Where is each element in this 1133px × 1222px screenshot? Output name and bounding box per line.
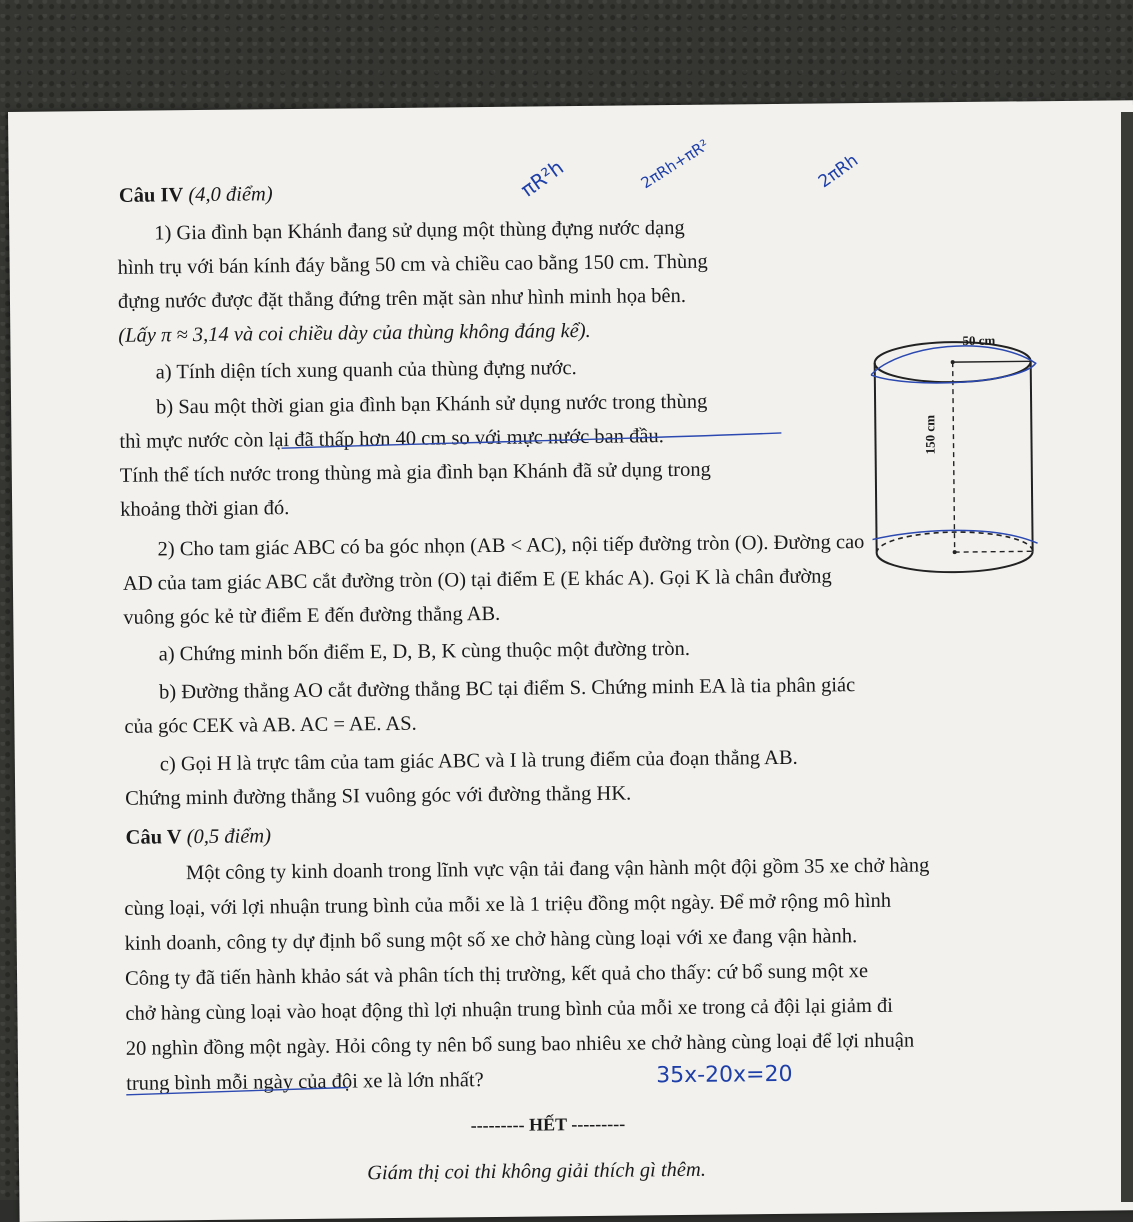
handwriting-note-3: 2πRh [814,150,863,193]
handwriting-answer: 35x-20x=20 [655,1061,793,1089]
s5-line-3: kinh doanh, công ty dự định bổ sung một số xe chở hàng cùng loại với xe đang vận hành. [124,925,858,955]
p1-line-4: (Lấy π ≈ 3,14 và coi chiều dày của thùng không đáng kể). [118,319,591,347]
p1b-line-3: Tính thể tích nước trong thùng mà gia đình bạn Khánh đã sử dụng trong [119,458,711,487]
p2-line-3: vuông góc kẻ từ điểm E đến đường thẳng AB. [123,602,501,629]
s5-line-5: chở hàng cùng loại vào hoạt động thì lợi nhuận trung bình của mỗi xe trong cả đội lại giảm đi [125,994,894,1025]
footer-note: Giám thị coi thi không giải thích gì thêm. [367,1158,707,1185]
p2c-line-1: c) Gọi H là trực tâm của tam giác ABC và I là trung điểm của đoạn thẳng AB. [159,746,798,776]
s5-line-1: Một công ty kinh doanh trong lĩnh vực vận tải đang vận hành một đội gồm 35 xe chở hàng [185,854,930,885]
p2-line-1: 2) Cho tam giác ABC có ba góc nhọn (AB < AC), nội tiếp đường tròn (O). Đường cao [157,531,865,561]
p2c-line-2: Chứng minh đường thẳng SI vuông góc với đường thẳng HK. [125,782,632,810]
p1b-line-2: thì mực nước còn lại đã thấp hơn 40 cm so với mực nước ban đầu. [119,425,664,453]
p2-part-a: a) Chứng minh bốn điểm E, D, B, K cùng thuộc một đường tròn. [158,637,691,666]
p1b-line-1: b) Sau một thời gian gia đình bạn Khánh sử dụng nước trong thùng [155,390,708,419]
section5-heading: Câu V [125,826,182,849]
pen-marks [8,100,1118,1111]
p1-line-3: đựng nước được đặt thẳng đứng trên mặt sàn như hình minh họa bên. [117,284,687,313]
height-label: 150 cm [922,414,938,455]
p1-line-2: hình trụ với bán kính đáy bằng 50 cm và chiều cao bằng 150 cm. Thùng [117,250,708,279]
p2b-line-2: của góc CEK và AB. AC = AE. AS. [124,712,417,738]
s5-line-2: cùng loại, với lợi nhuận trung bình của mỗi xe là 1 triệu đồng một ngày. Để mở rộng mô hình [124,889,892,920]
end-mark: --------- HẾT --------- [470,1113,626,1136]
p1-part-a: a) Tính diện tích xung quanh của thùng đựng nước. [155,357,577,384]
p2-line-2: AD của tam giác ABC cắt đường tròn (O) tại điểm E (E khác A). Gọi K là chân đường [122,565,832,595]
p1b-line-4: khoảng thời gian đó. [120,497,290,521]
s5-line-4: Công ty đã tiến hành khảo sát và phân tích thị trường, kết quả cho thấy: cứ bổ sung một xe [124,960,869,990]
desk-edge [1121,112,1133,1202]
section4-heading: Câu IV [118,184,184,207]
exam-paper [8,100,1133,1222]
handwriting-note-2: 2πRh+πR² [637,135,712,193]
section4-points: (4,0 điểm) [188,183,273,207]
handwriting-note-1: πR²h [516,155,568,202]
section5-points: (0,5 điểm) [186,825,272,849]
p1-line-1: 1) Gia đình bạn Khánh đang sử dụng một thùng đựng nước dạng [154,216,685,245]
s5-line-6: 20 nghìn đồng một ngày. Hỏi công ty nên bổ sung bao nhiêu xe chở hàng cùng loại để lợi nhuận [125,1029,915,1060]
s5-line-7: trung bình mỗi ngày của đội xe là lớn nhất? [126,1069,484,1095]
p2b-line-1: b) Đường thẳng AO cắt đường thẳng BC tại điểm S. Chứng minh EA là tia phân giác [158,674,856,704]
radius-label: 50 cm [962,332,996,349]
